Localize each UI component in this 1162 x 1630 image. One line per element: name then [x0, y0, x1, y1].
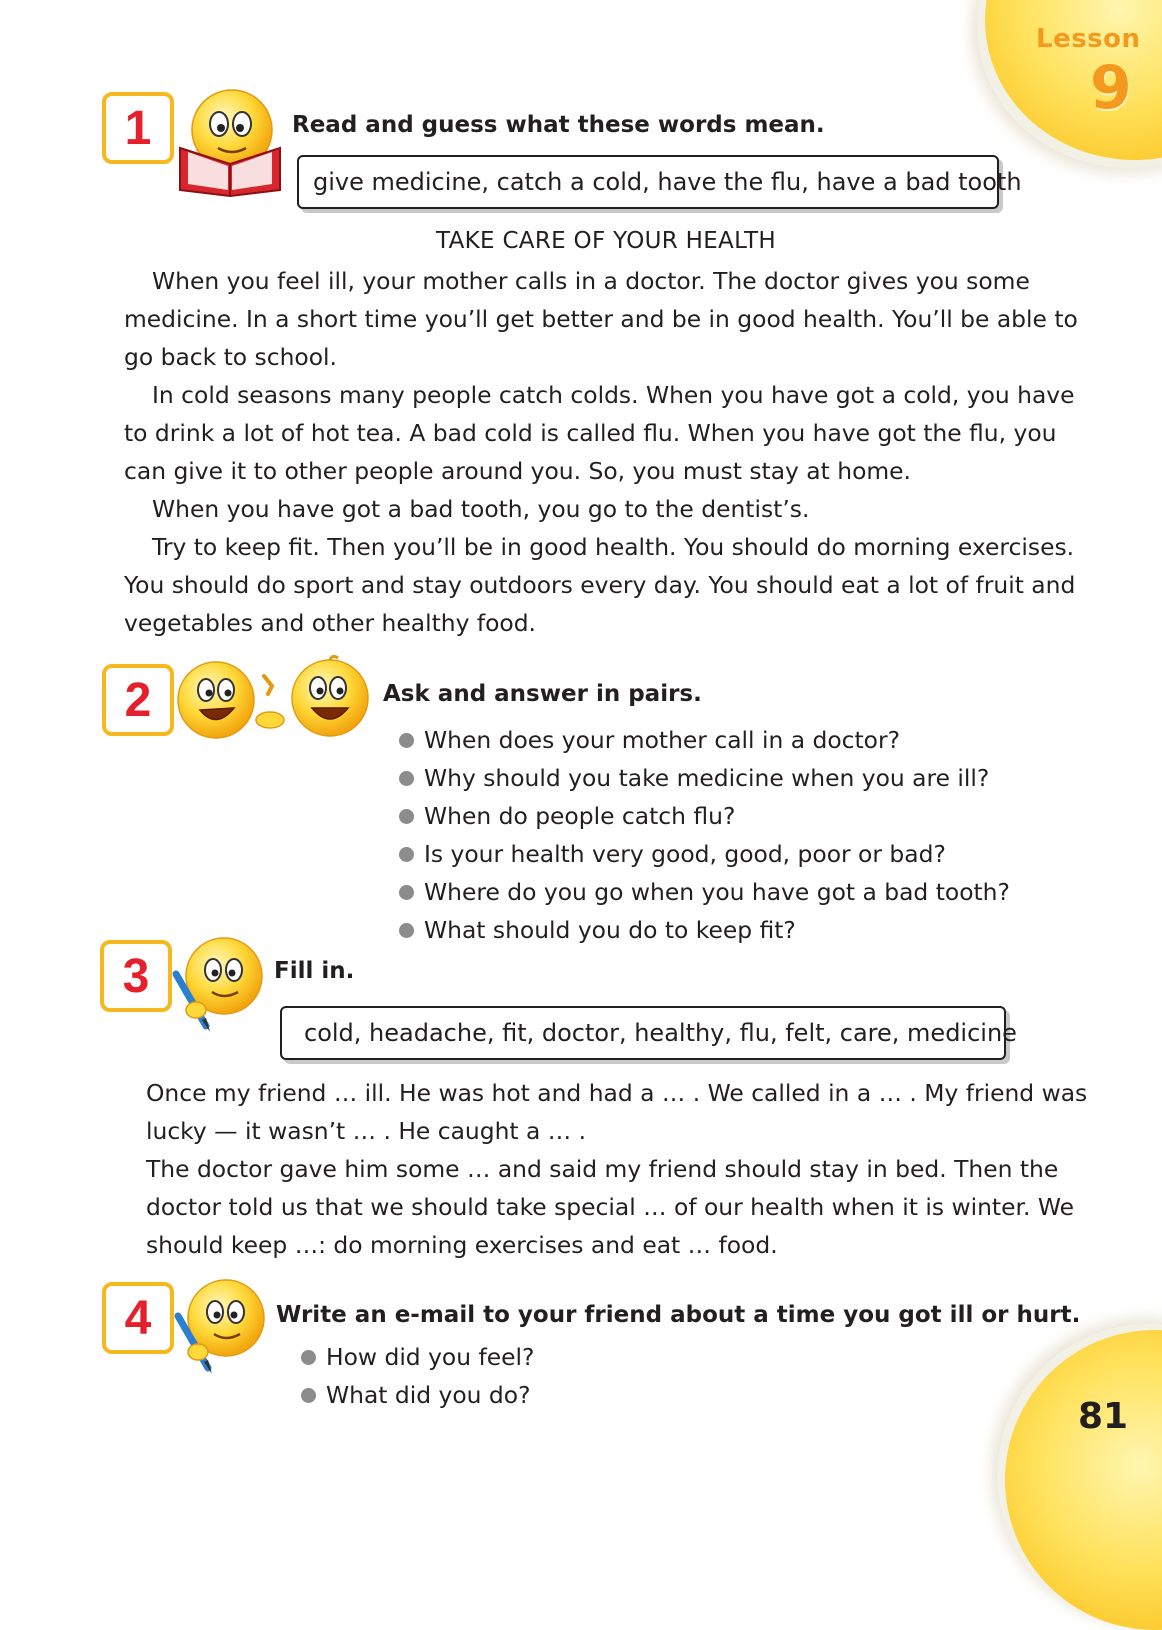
- task-1-word-box: give medicine, catch a cold, have the flu, have a bad tooth: [297, 155, 999, 209]
- bullet-icon: [399, 771, 414, 786]
- task-3-title: Fill in.: [274, 958, 355, 984]
- fill-paragraph: The doctor gave him some … and said my friend should stay in bed. Then the doctor told us that we should take special … of our health when it is winter. We should keep …: do morning exercises and eat … food.: [146, 1155, 1074, 1259]
- task-4-question-list: [301, 1338, 534, 1414]
- reading-smiley-icon: [170, 86, 290, 198]
- question-text: Is your health very good, good, poor or bad?: [424, 840, 946, 868]
- question-text: What should you do to keep fit?: [424, 916, 796, 944]
- lesson-label: Lesson: [1036, 24, 1141, 54]
- bullet-icon: [399, 847, 414, 862]
- question-text: When do people catch flu?: [424, 802, 736, 830]
- task-3-word-box: cold, headache, fit, doctor, healthy, flu, felt, care, medicine: [280, 1006, 1006, 1060]
- task-2-title: Ask and answer in pairs.: [383, 681, 702, 707]
- reading-text-title: TAKE CARE OF YOUR HEALTH: [436, 228, 776, 254]
- lesson-number: 9: [1090, 53, 1132, 123]
- reading-paragraph: Try to keep fit. Then you’ll be in good health. You should do morning exercises. You should do sport and stay outdoors every day. You should eat a lot of fruit and vegetables and other healthy food.: [124, 533, 1076, 637]
- task-2-number: 2: [102, 664, 174, 736]
- task-3-fill-text: [146, 1074, 1106, 1264]
- reading-paragraph: In cold seasons many people catch colds. When you have got a cold, you have to drink a lot of hot tea. A bad cold is called flu. When you have got the flu, you can give it to other people around you. So, you must stay at home.: [124, 381, 1075, 485]
- list-item: [399, 797, 1010, 835]
- list-item: [399, 721, 1010, 759]
- fill-paragraph: Once my friend … ill. He was hot and had a … . We called in a … . My friend was lucky — it wasn’t … . He caught a … .: [146, 1079, 1088, 1145]
- question-text: How did you feel?: [326, 1343, 535, 1371]
- task-4-title: Write an e-mail to your friend about a time you got ill or hurt.: [276, 1302, 1081, 1328]
- writing-smiley-icon: [168, 1276, 268, 1376]
- question-text: Why should you take medicine when you are ill?: [424, 764, 990, 792]
- reading-paragraph: When you feel ill, your mother calls in a doctor. The doctor gives you some medicine. In a short time you’ll get better and be in good health. You’ll be able to go back to school.: [124, 267, 1078, 371]
- task-3-number: 3: [100, 940, 172, 1012]
- list-item: [301, 1376, 534, 1414]
- task-4-number: 4: [102, 1282, 174, 1354]
- list-item: [399, 835, 1010, 873]
- bullet-icon: [301, 1350, 316, 1365]
- list-item: [399, 873, 1010, 911]
- talking-smileys-icon: [172, 654, 372, 746]
- list-item: [399, 911, 1010, 949]
- bullet-icon: [301, 1388, 316, 1403]
- reading-text: [124, 262, 1099, 642]
- task-1-title: Read and guess what these words mean.: [292, 112, 825, 138]
- list-item: [399, 759, 1010, 797]
- question-text: Where do you go when you have got a bad tooth?: [424, 878, 1010, 906]
- list-item: [301, 1338, 534, 1376]
- corner-decoration-bottom: [1005, 1330, 1162, 1630]
- reading-paragraph: When you have got a bad tooth, you go to the dentist’s.: [152, 495, 810, 523]
- task-1-number: 1: [102, 92, 174, 164]
- bullet-icon: [399, 733, 414, 748]
- question-text: What did you do?: [326, 1381, 531, 1409]
- bullet-icon: [399, 885, 414, 900]
- bullet-icon: [399, 923, 414, 938]
- task-2-question-list: [399, 721, 1010, 949]
- bullet-icon: [399, 809, 414, 824]
- question-text: When does your mother call in a doctor?: [424, 726, 901, 754]
- page-number: 81: [1078, 1396, 1129, 1437]
- writing-smiley-icon: [166, 934, 266, 1034]
